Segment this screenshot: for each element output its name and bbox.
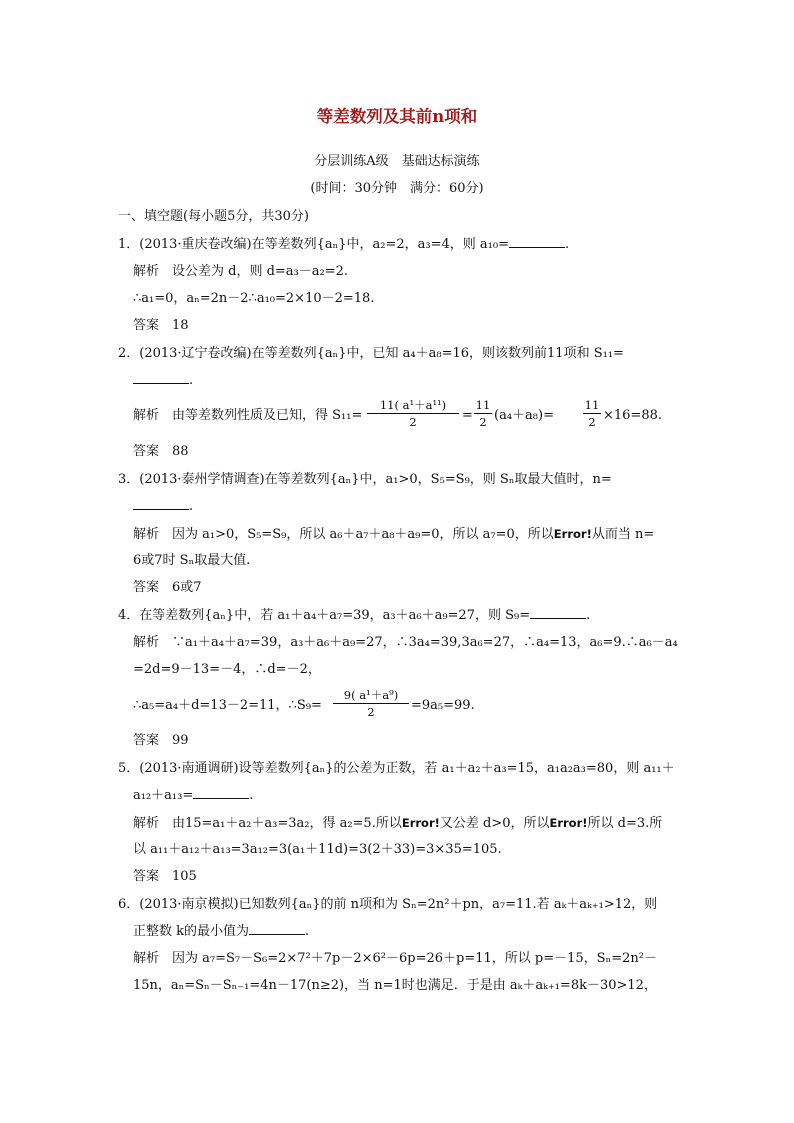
question-4-solution-end: =9a₅=99.	[411, 698, 475, 713]
question-4-stem: 4．在等差数列{aₙ}中，若 a₁＋a₄＋a₇=39，a₃＋a₆＋a₉=27，则 S₉= .	[118, 608, 591, 623]
question-5-answer: 答案 105	[133, 869, 197, 884]
question-5-solution-line-1: 解析 由15=a₁＋a₂＋a₃=3a₂，得 a₂=5.所以Error!又公差 d>0，所以Error!所以 d=3.所	[133, 816, 663, 831]
question-2-fraction-1: 11( a¹＋a¹¹) 2	[367, 398, 459, 429]
question-3-solution-line-1: 解析 因为 a₁>0，S₅=S₉，所以 a₆＋a₇＋a₈＋a₉=0，所以 a₇=0，所以Error!从而当 n=	[133, 527, 655, 542]
question-4-solution-line-1: 解析 ∵a₁＋a₄＋a₇=39，a₃＋a₆＋a₉=27，∴3a₄=39,3a₆=27，∴a₄=13，a₆=9.∴a₆－a₄	[133, 635, 678, 650]
time-note: (时间：30分钟 满分：60分)	[310, 181, 484, 196]
question-6-solution-line-1: 解析 因为 a₇=S₇－S₆=2×7²＋7p－2×6²－6p=26＋p=11，所以 p=－15，Sₙ=2n²－	[133, 951, 657, 966]
error-mark: Error!	[553, 527, 592, 541]
question-2-answer: 答案 88	[133, 444, 189, 459]
question-1-answer: 答案 18	[133, 318, 189, 333]
question-6-solution-line-2: 15n，aₙ=Sₙ－Sₙ₋₁=4n－17(n≥2)，当 n=1时也满足．于是由 aₖ＋aₖ₊₁=8k－30>12，	[133, 978, 657, 993]
question-5-solution-line-2: 以 a₁₁＋a₁₂＋a₁₃=3a₁₂=3(a₁＋11d)=3(2＋33)=3×35=105.	[133, 842, 502, 857]
question-2-equals: =	[462, 408, 473, 423]
question-4-fraction: 9( a¹＋a⁹) 2	[333, 688, 409, 719]
question-1-solution-line-1: 解析 设公差为 d，则 d=a₃－a₂=2.	[133, 264, 349, 279]
question-2-stem: 2．(2013·辽宁卷改编)在等差数列{aₙ}中，已知 a₄＋a₈=16，则该数列前11项和 S₁₁=	[118, 346, 624, 361]
section-heading: 一、填空题(每小题5分，共30分)	[118, 209, 309, 224]
question-3-stem: 3．(2013·泰州学情调查)在等差数列{aₙ}中，a₁>0，S₅=S₉，则 Sₙ取最大值时，n=	[118, 472, 612, 487]
question-5-stem-line-1: 5．(2013·南通调研)设等差数列{aₙ}的公差为正数，若 a₁＋a₂＋a₃=15，a₁a₂a₃=80，则 a₁₁＋	[118, 761, 675, 776]
error-mark: Error!	[401, 816, 440, 830]
question-3-answer: 答案 6或7	[133, 580, 202, 595]
question-4-solution-prefix: ∴a₅=a₄＋d=13－2=11，∴S₉=	[133, 698, 322, 713]
question-2-solution-mid: (a₄＋a₈)=	[494, 408, 554, 423]
question-1-solution-line-2: ∴a₁=0，aₙ=2n－2∴a₁₀=2×10－2=18.	[133, 291, 375, 306]
question-2-blank: .	[133, 372, 193, 390]
question-4-solution-line-2: =2d=9－13=－4，∴d=－2，	[133, 662, 321, 677]
question-5-stem-line-2: a₁₂＋a₁₃= .	[133, 788, 254, 803]
error-mark: Error!	[549, 816, 588, 830]
question-2-fraction-3: 11 2	[584, 398, 600, 429]
question-4-answer: 答案 99	[133, 733, 189, 748]
page-title: 等差数列及其前n项和	[316, 107, 478, 126]
question-2-solution-end: ×16=88.	[603, 408, 663, 423]
question-2-fraction-2: 11 2	[475, 398, 491, 429]
question-2-solution-prefix: 解析 由等差数列性质及已知，得 S₁₁=	[133, 408, 363, 423]
question-6-stem-line-1: 6．(2013·南京模拟)已知数列{aₙ}的前 n项和为 Sₙ=2n²＋pn，a₇=11.若 aₖ＋aₖ₊₁>12，则	[118, 897, 658, 912]
question-6-stem-line-2: 正整数 k的最小值为 .	[133, 924, 310, 939]
question-3-solution-line-2: 6或7时 Sₙ取最大值.	[133, 553, 251, 568]
question-1-stem: 1．(2013·重庆卷改编)在等差数列{aₙ}中，a₂=2，a₃=4，则 a₁₀= .	[118, 237, 570, 252]
subtitle: 分层训练A级 基础达标演练	[314, 154, 480, 169]
question-3-blank: .	[133, 498, 193, 516]
